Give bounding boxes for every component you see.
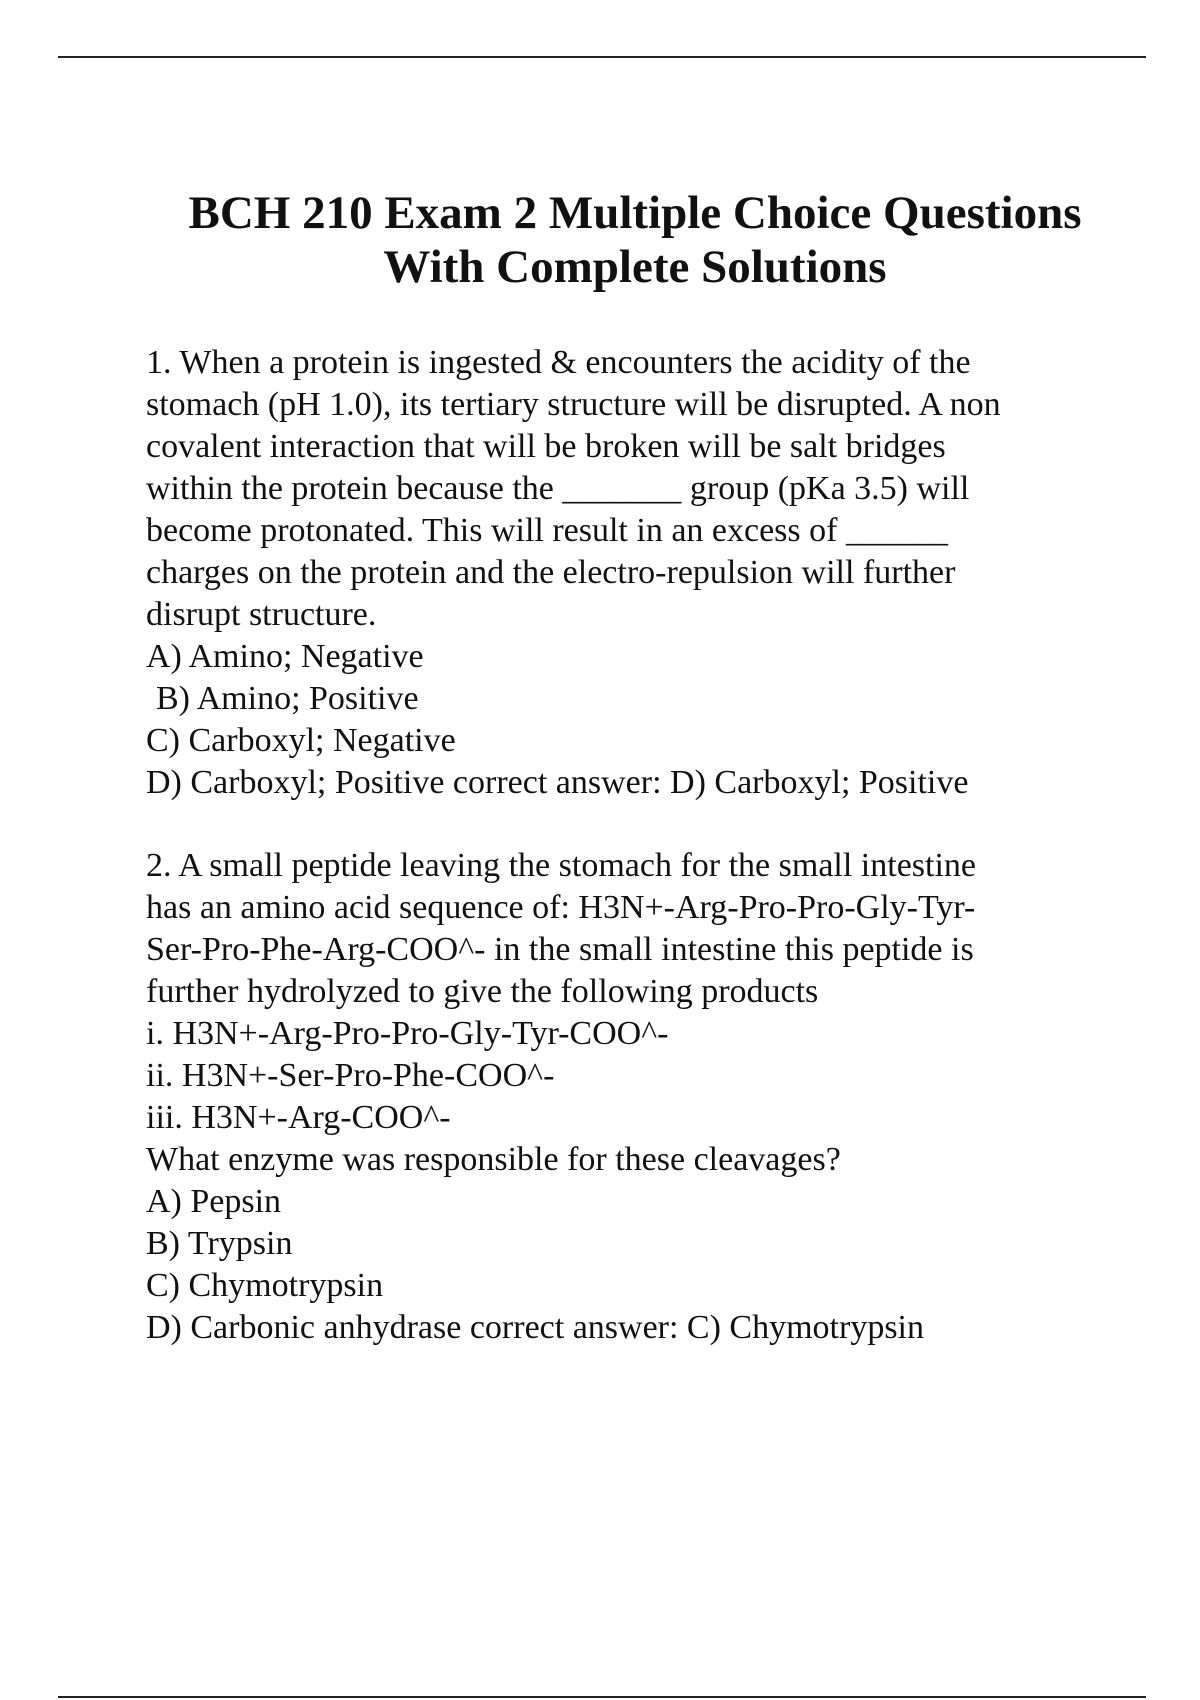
question-1-stem-line: covalent interaction that will be broken will be salt bridges [146, 428, 946, 465]
question-1-option-b: B) Amino; Positive [156, 680, 419, 717]
question-1-stem-line: within the protein because the _______ group (pKa 3.5) will [146, 470, 970, 507]
question-2-product-i: i. H3N+-Arg-Pro-Pro-Gly-Tyr-COO^- [146, 1015, 669, 1052]
question-1-stem-line: 1. When a protein is ingested & encounters the acidity of the [146, 344, 971, 381]
question-2-product-iii: iii. H3N+-Arg-COO^- [146, 1099, 451, 1136]
question-2-prompt: What enzyme was responsible for these cleavages? [146, 1141, 841, 1178]
question-1 [146, 342, 1156, 804]
question-1-stem-line: become protonated. This will result in an excess of ______ [146, 512, 948, 549]
question-1-option-d-answer: D) Carboxyl; Positive correct answer: D) Carboxyl; Positive [146, 764, 969, 801]
top-divider [58, 56, 1146, 58]
question-2-stem-line: further hydrolyzed to give the following products [146, 973, 819, 1010]
question-2-option-c: C) Chymotrypsin [146, 1267, 384, 1304]
question-1-stem-line: disrupt structure. [146, 596, 377, 633]
question-2-stem-line: has an amino acid sequence of: H3N+-Arg-Pro-Pro-Gly-Tyr- [146, 889, 976, 926]
question-2-stem-line: Ser-Pro-Phe-Arg-COO^- in the small intestine this peptide is [146, 931, 974, 968]
question-1-stem-line: stomach (pH 1.0), its tertiary structure will be disrupted. A non [146, 386, 1001, 423]
title-line-1: BCH 210 Exam 2 Multiple Choice Questions [188, 187, 1082, 239]
question-2-product-ii: ii. H3N+-Ser-Pro-Phe-COO^- [146, 1057, 555, 1094]
question-1-option-a: A) Amino; Negative [146, 638, 424, 675]
question-1-stem-line: charges on the protein and the electro-repulsion will further [146, 554, 956, 591]
question-2-option-d-answer: D) Carbonic anhydrase correct answer: C) Chymotrypsin [146, 1309, 924, 1346]
question-2-option-b: B) Trypsin [146, 1225, 293, 1262]
title-line-2: With Complete Solutions [383, 241, 887, 293]
question-2-option-a: A) Pepsin [146, 1183, 282, 1220]
bottom-divider [58, 1696, 1146, 1698]
question-2-stem-line: 2. A small peptide leaving the stomach for the small intestine [146, 847, 976, 884]
question-2 [146, 845, 1156, 1349]
document-title [58, 186, 1200, 294]
question-1-option-c: C) Carboxyl; Negative [146, 722, 456, 759]
